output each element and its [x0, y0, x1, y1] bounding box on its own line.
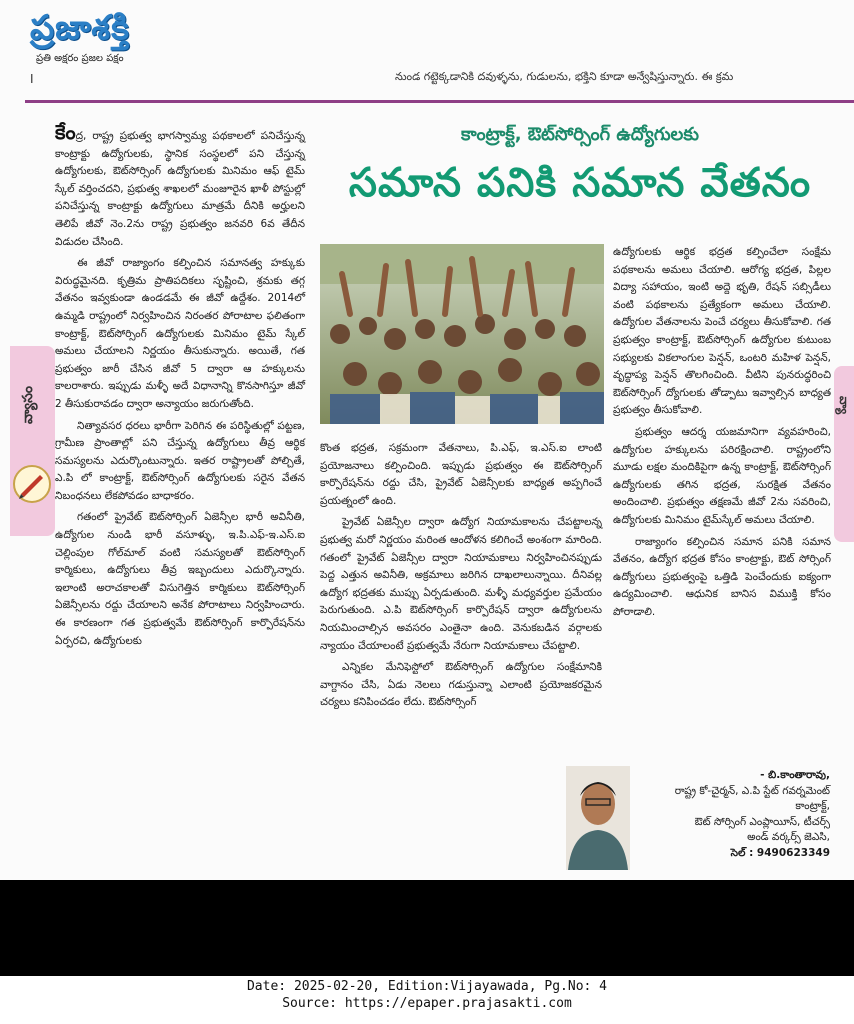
paragraph: ఈ జీవో రాజ్యాంగం కల్పించిన సమానత్వ హక్కుకు విరుద్ధమైనది. కృత్రిమ ప్రాతిపదికలు సృష్టించి, శ్రమకు తగ్గ వేతనం ఇవ్వకుండా ఉండడమే ఈ జీవో ఉద్దేశం. 2014లో ఉమ్మడి రాష్ట్రంలో నిర్వహించిన నిరంతర పోరాటాల ఫలితంగా కాంట్రాక్ట్, ఔట్‌సోర్సింగ్ ఉద్యోగులకు మినిమం టైమ్ స్కేల్ అమలు చేయాలని నిర్ణయం తీసుకున్నారు. అయితే, గత ప్రభుత్వం జారీ చేసిన జీవో 5 ద్వారా ఆ హక్కులను కాలరాశారు. ఇప్పుడు మళ్ళీ అదే విధానాన్ని కొనసాగిస్తూ జీవో 2 తీసుకురావడం ద్వారా అన్యాయం జరుగుతోంది. — [55, 257, 305, 410]
masthead — [30, 8, 270, 78]
headline: సమాన పనికి సమాన వేతనం — [348, 160, 812, 206]
paragraph: ప్రభుత్వం ఆదర్శ యజమానిగా వ్యవహరించి, ఉద్యోగుల హక్కులను పరిరక్షించాలి. రాష్ట్రంలోని మూడు లక్షల మందికిపైగా ఉన్న కాంట్రాక్ట్, ఔట్‌సోర్సింగ్ ఉద్యోగులకు తగిన భద్రత, సురక్షిత వేతనం అందించాలి. ప్రభుత్వం తక్షణమే జీవో 2ను సవరించి, ఉద్యోగులకు మినిమం టైమ్‌స్కేల్ అమలు చేయాలి. — [613, 425, 831, 526]
author-photo — [566, 766, 630, 870]
protest-photo — [320, 244, 604, 424]
paragraph: కొంత భద్రత, సక్రమంగా వేతనాలు, పి.ఎఫ్, ఇ.ఎస్.ఐ లాంటి ప్రయోజనాలు కల్పించింది. ఇప్పుడు ప్రభుత్వం ఈ ఔట్‌సోర్సింగ్ కార్పొరేషన్‌ను రద్దు చేసి, ప్రైవేట్ ఏజెన్సీలకు బాధ్యత అప్పగించే ప్రయత్నంలో ఉంది. — [320, 442, 602, 507]
paragraph — [55, 120, 305, 251]
author-name: - బి.కాంతారావు, — [760, 769, 830, 781]
paragraph: ఎన్నికల మేనిఫెస్టోలో ఔట్‌సోర్సింగ్ ఉద్యోగుల సంక్షేమానికి వాగ్దానం చేసి, ఏడు నెలలు గడుస్తున్నా ఎలాంటి ప్రయోజకరమైన చర్యలు కనిపించడం లేదు. ఔట్‌సోర్సింగ్ — [320, 661, 602, 709]
footer-date-line: Date: 2025-02-20, Edition:Vijayawada, Pg.No: 4 — [246, 979, 608, 994]
article-column-3 — [613, 244, 831, 625]
author-designation: కాంట్రాక్ట్, — [795, 800, 830, 812]
paragraph: నిత్యావసర ధరలు భారీగా పెరిగిన ఈ పరిస్థితుల్లో పట్టణ, గ్రామీణ ప్రాంతాల్లో పని చేస్తున్న ఉద్యోగులు తీవ్ర ఆర్థిక సమస్యలను ఎదుర్కొంటున్నారు. ఇతర రాష్ట్రాలతో పోల్చితే, ఎ.పి లో కాంట్రాక్ట్, ఔట్‌సోర్సింగ్ ఉద్యోగులకు సరైన వేతన నిబంధనలు లేకపోవడం బాధాకరం. — [55, 419, 305, 502]
author-designation: రాష్ట్ర కో-చైర్మన్, ఎ.పి స్టేట్ గవర్నమెంట్ — [674, 784, 830, 797]
ticker-text: నుండ గట్టెక్కడానికి దవుళ్ళను, గుడులను, భక్తిని కూడా అన్వేషిస్తున్నారు. ఈ క్రమ — [395, 70, 734, 83]
paragraph-text: ద్ర, రాష్ట్ర ప్రభుత్వ భాగస్వామ్య పథకాలలో పనిచేస్తున్న కాంట్రాక్టు ఉద్యోగులకు, స్థానిక సంస్థలలో పని చేస్తున్న ఉద్యోగులకు, ఔట్‌సోర్సింగ్ ఉద్యోగులకు మినిమం ఆఫ్ టైమ్ స్కేల్ వర్తించదని, ప్రభుత్వ శాఖలలో మంజూరైన ఖాళీ పోస్టుల్లో పనిచేస్తున్న కాంట్రాక్టు ఉద్యోగులు మాత్రమే దీనికి అర్హులని తెలిపే జీవో నెం.2ను రాష్ట్ర ప్రభుత్వం జనవరి 6వ తేదీన విడుదల చేసింది. — [55, 130, 305, 248]
article-column-2 — [320, 440, 602, 716]
paragraph: రాజ్యాంగం కల్పించిన సమాన పనికి సమాన వేతనం, ఉద్యోగ భద్రత కోసం కాంట్రాక్టు, ఔట్ సోర్సింగ్ ఉద్యోగులు ప్రభుత్వంపై ఒత్తిడి పెంచేందుకు ఐక్యంగా ఉద్యమించాలి. ఆధునిక బానిస విముక్తి కోసం పోరాడాలి. — [613, 535, 831, 618]
pen-icon — [12, 464, 52, 504]
author-byline — [638, 768, 830, 861]
section-tab-left — [10, 346, 55, 536]
author-designation: అండ్ వర్కర్స్ జెఎసి, — [747, 831, 830, 843]
section-tab-right-label: వ్యా — [837, 396, 851, 415]
section-tab-label: వ్యాసం — [20, 386, 36, 425]
black-band — [0, 880, 854, 976]
headline-kicker: కాంట్రాక్ట్, ఔట్‌సోర్సింగ్ ఉద్యోగులకు — [461, 124, 699, 145]
source-footer — [0, 978, 854, 1012]
paragraph: గతంలో ప్రైవేట్ ఔట్‌సోర్సింగ్ ఏజెన్సీల భారీ అవినీతి, ఉద్యోగుల నుండి భారీ వసూళ్ళు, ఇ.పి.ఎఫ్-ఇ.ఎస్.ఐ చెల్లింపుల గోల్‌మాల్ వంటి సమస్యలతో ఔట్‌సోర్సింగ్ కార్మికులు, ఉద్యోగులు తీవ్ర ఇబ్బందులు ఎదుర్కొన్నారు. ఇలాంటి అరాచకాలతో విసుగెత్తిన కార్మికులు ఔట్‌సోర్సింగ్ ఏజెన్సీలను రద్దు చేయాలని అనేక పోరాటాలు నిర్వహించారు. ఈ కారణంగా గత ప్రభుత్వమే ఔట్‌సోర్సింగ్ కార్పొరేషన్‌ను ఏర్పరచి, ఉద్యోగులకు — [55, 511, 305, 647]
author-designation: ఔట్ సోర్సింగ్ ఎంప్లాయీస్, టీచర్స్ — [694, 815, 830, 828]
tagline: ప్రతి అక్షరం ప్రజల పక్షం — [36, 53, 124, 64]
author-phone: సెల్ : 9490623349 — [730, 846, 830, 859]
section-tab-right — [834, 366, 854, 542]
newspaper-logo: ప్రజాశక్తి — [30, 8, 130, 48]
paragraph: ఉద్యోగులకు ఆర్థిక భద్రత కల్పించేలా సంక్షేమ పథకాలను అమలు చేయాలి. ఆరోగ్య భద్రత, పిల్లల విద్యా సహాయం, ఇంటి అద్దె భృతి, రేషన్ సబ్సిడీలు వంటి పథకాలను ప్రత్యేకంగా అమలు చేయాలి. ఉద్యోగుల వేతనాలను పెంచే చర్యలు తీసుకోవాలి. గత ప్రభుత్వం కాంట్రాక్ట్, ఔట్‌సోర్సింగ్ ఉద్యోగుల కుటుంబ సభ్యులకు వికలాంగుల పెన్షన్, ఒంటరి మహిళ పెన్షన్, వృద్ధాప్య పెన్షన్ తొలగించింది. వీటిని పునరుద్ధరించి ఔట్‌సోర్సింగ్ ద్యోగులకు తోడ్పాటు ఇవ్వాల్సిన బాధ్యత ప్రభుత్వం తీసుకోవాలి. — [613, 246, 831, 417]
drop-cap: కేం — [55, 120, 76, 144]
footer-source-line: Source: https://epaper.prajasakti.com — [282, 996, 572, 1011]
paragraph: ప్రైవేట్ ఏజెన్సీల ద్వారా ఉద్యోగ నియామకాలను చేపట్టాలన్న ప్రభుత్వ మరో నిర్ణయం మరింత ఆందోళన కలిగించే అంశంగా మారింది. గతంలో ప్రైవేట్ ఏజెన్సీల ద్వారా నియామకాలు నిర్వహించినప్పుడు పెద్ద ఎత్తున అవినీతి, అక్రమాలు జరిగిన దాఖలాలున్నాయి. దీనివల్ల ఉద్యోగ భద్రతకు ముప్పు ఏర్పడుతుంది. మళ్ళీ మధ్యవర్తుల ప్రమేయం పెరుగుతుంది. ఎ.పి ఔట్‌సోర్సింగ్ కార్పొరేషన్ ద్వారా ఉద్యోగులను నియమించాల్సిన అవసరం ఎంతైనా ఉంది. వెనుకబడిన వర్గాలకు న్యాయం చేయాలంటే ప్రభుత్వమే నేరుగా నియామకాలు చేపట్టాలి. — [320, 516, 602, 652]
article-column-1 — [55, 120, 305, 654]
page-marker: I — [30, 72, 34, 86]
header-rule — [25, 100, 854, 103]
